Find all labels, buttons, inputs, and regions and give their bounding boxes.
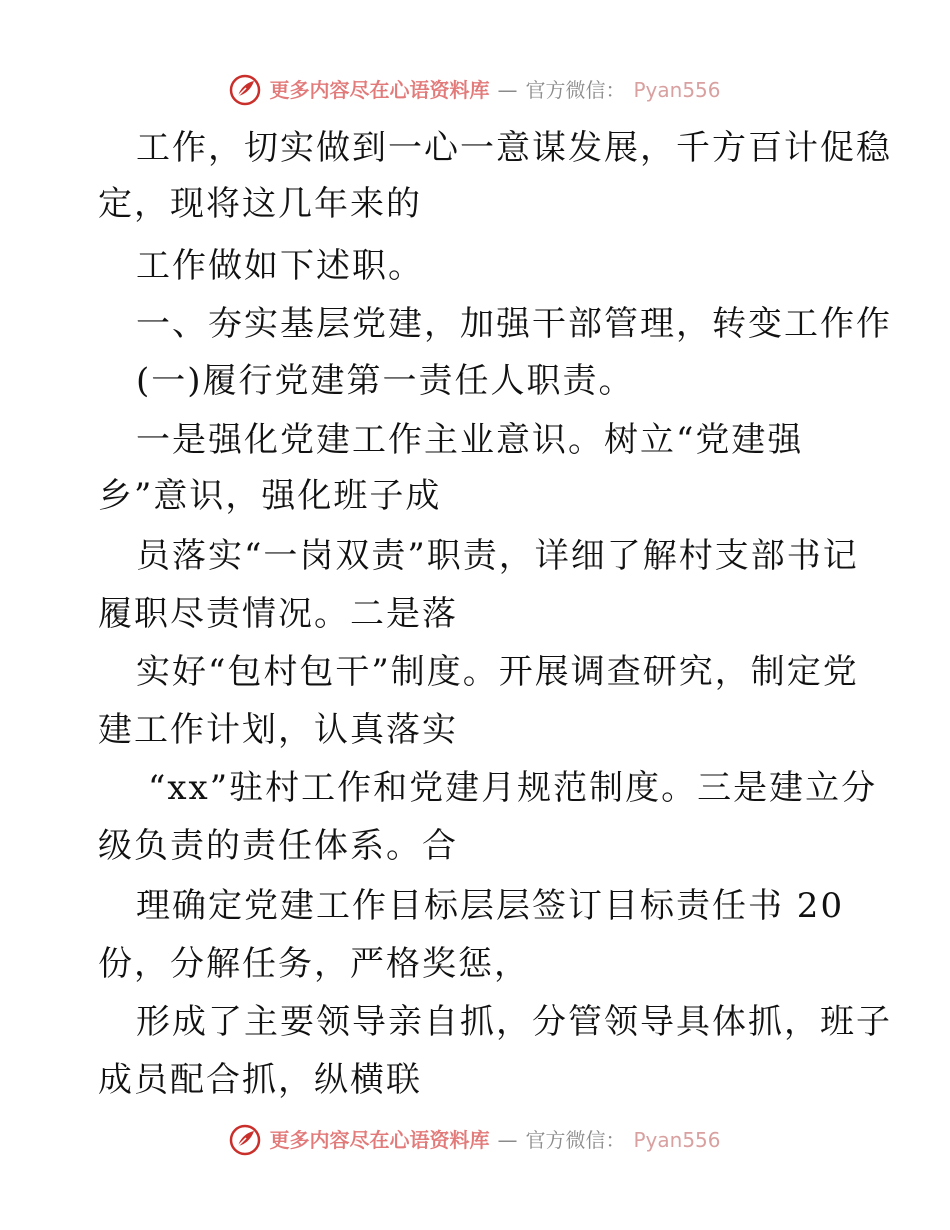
watermark-wechat-label: 官方微信： <box>525 1128 626 1152</box>
watermark-main-text: 更多内容尽在心语资料库 <box>269 78 490 102</box>
watermark-separator: — <box>497 1128 518 1152</box>
paragraph-line: 履职尽责情况。二是落 <box>98 594 458 634</box>
paragraph-line: 工作，切实做到一心一意谋发展，千方百计促稳 <box>136 128 892 168</box>
paragraph-line: 定，现将这几年来的 <box>98 184 422 224</box>
paragraph-line: 份，分解任务，严格奖惩， <box>98 944 530 984</box>
paragraph-line: “xx”驻村工作和党建月规范制度。三是建立分 <box>148 768 878 808</box>
watermark-separator: — <box>497 78 518 102</box>
paragraph-line: 成员配合抓，纵横联 <box>98 1060 422 1100</box>
paragraph-line: 实好“包村包干”制度。开展调查研究，制定党 <box>136 652 859 692</box>
subsection-heading: (一)履行党建第一责任人职责。 <box>136 361 635 401</box>
paragraph-line: 理确定党建工作目标层层签订目标责任书 20 <box>136 886 845 926</box>
paragraph-line: 工作做如下述职。 <box>136 246 424 286</box>
paragraph-line: 形成了主要领导亲自抓，分管领导具体抓，班子 <box>136 1002 892 1042</box>
section-heading: 一、夯实基层党建，加强干部管理，转变工作作 <box>136 304 892 344</box>
watermark-wechat-label: 官方微信： <box>525 78 626 102</box>
paragraph-line: 员落实“一岗双责”职责，详细了解村支部书记 <box>136 536 859 576</box>
paragraph-line: 一是强化党建工作主业意识。树立“党建强 <box>136 420 804 460</box>
paragraph-line: 乡”意识，强化班子成 <box>98 476 442 516</box>
leaf-pen-logo-icon <box>229 74 261 106</box>
watermark-wechat-id: Pyan556 <box>633 1128 721 1152</box>
paragraph-line: 级负责的责任体系。合 <box>98 826 458 866</box>
paragraph-line: 建工作计划，认真落实 <box>98 710 458 750</box>
watermark-wechat-id: Pyan556 <box>633 78 721 102</box>
leaf-pen-logo-icon <box>229 1124 261 1156</box>
footer-watermark <box>0 1120 950 1160</box>
header-watermark <box>0 70 950 110</box>
watermark-main-text: 更多内容尽在心语资料库 <box>269 1128 490 1152</box>
